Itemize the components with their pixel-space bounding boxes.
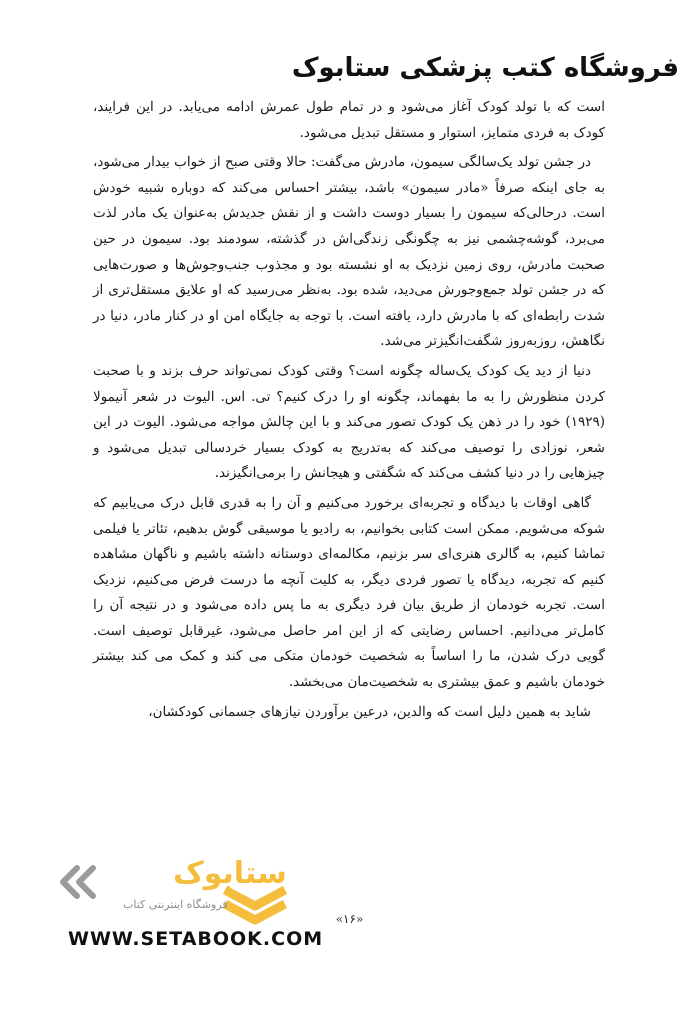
- page-title: فروشگاه کتب پزشکی ستابوک: [291, 53, 679, 83]
- watermark-url: WWW.SETABOOK.COM: [68, 928, 324, 950]
- paragraph: است که با تولد کودک آغاز می‌شود و در تمام طول عمرش ادامه می‌یابد. در این فرایند، کودک به فردی متمایز، استوار و مستقل تبدیل می‌شود.: [93, 99, 605, 141]
- paragraph: گاهی اوقات با دیدگاه و تجربه‌ای برخورد می‌کنیم و آن را به قدری قابل درک می‌یابیم که شوکه می‌شویم. ممکن است کتابی بخوانیم، به رادیو یا موسیقی گوش بدهیم، تئاتر یا فیلمی تماشا کنیم، به گالری هنری‌ای سر بزنیم، مکالمه‌ای دوستانه داشته باشیم و ناگهان مشاهده کنیم که تجربه، دیدگاه یا تصور فردی دیگر، به کلیت آنچه ما درست فرض می‌کنیم، نزدیک است. تجربه خودمان از طریق بیان فرد دیگری به ما پس داده می‌شود و در نتیجه آن را کامل‌تر می‌دانیم. احساس رضایتی که از این امر حاصل می‌شود، غیرقابل توصیف است. گویی درک شدن، ما را اساساً به شخصیت خودمان متکی می کند و کمک می کند بیشتر خودمان باشیم و عمق بیشتری به شخصیت‌مان می‌بخشد.: [93, 494, 605, 691]
- watermark-subtitle: فروشگاه اینترنتی کتاب: [123, 898, 228, 911]
- paragraph: دنیا از دید یک کودک یک‌ساله چگونه است؟ وقتی کودک نمی‌تواند حرف بزند و با صحبت کردن منظورش را به ما بفهماند، چگونه او را درک کنیم؟ تی. اس. الیوت در شعر آنیمولا (۱۹۲۹) خود را در ذهن یک کودک تصور می‌کند و با این چالش مواجه می‌شود. الیوت در این شعر، نوزادی را توصیف می‌کند که به‌تدریج به کودک بسیار خردسالی تبدیل می‌شود و چیزهایی را در دنیا کشف می‌کند که شگفتی و هیجانش را برمی‌انگیزند.: [93, 362, 605, 482]
- body-text: [93, 95, 605, 729]
- paragraph: در جشن تولد یک‌سالگی سیمون، مادرش می‌گفت: حالا وقتی صبح از خواب بیدار می‌شود، به جای اینکه صرفاً «مادر سیمون» باشد، بیشتر احساس می‌کند که دوباره شبیه خودش است. درحالی‌که سیمون را بسیار دوست داشت و از نقش جدیدش به‌عنوان یک مادر لذت می‌برد، گوشه‌چشمی نیز به چگونگی زندگی‌اش در گذشته، سودمند بود. سیمون در حین صحبت مادرش، روی زمین نزدیک به او نشسته بود و مجذوب جنب‌وجوش‌ها و صورت‌هایی که در جشن تولد جمع‌وجورش می‌دید، شده بود. به‌نظر می‌رسید که او علایق مستقل‌تری از شدت رابطه‌ای که با مادرش دارد، یافته است. با توجه به جایگاه امن او در کنار مادر، دنیا در نگاهش، روزبه‌روز شگفت‌انگیزتر می‌شد.: [93, 154, 605, 350]
- page-number: «۱۶»: [335, 912, 364, 926]
- paragraph: شاید به همین دلیل است که والدین، درعین برآوردن نیازهای جسمانی کودکشان،: [148, 703, 591, 720]
- watermark-brand: ستابوک: [173, 856, 287, 891]
